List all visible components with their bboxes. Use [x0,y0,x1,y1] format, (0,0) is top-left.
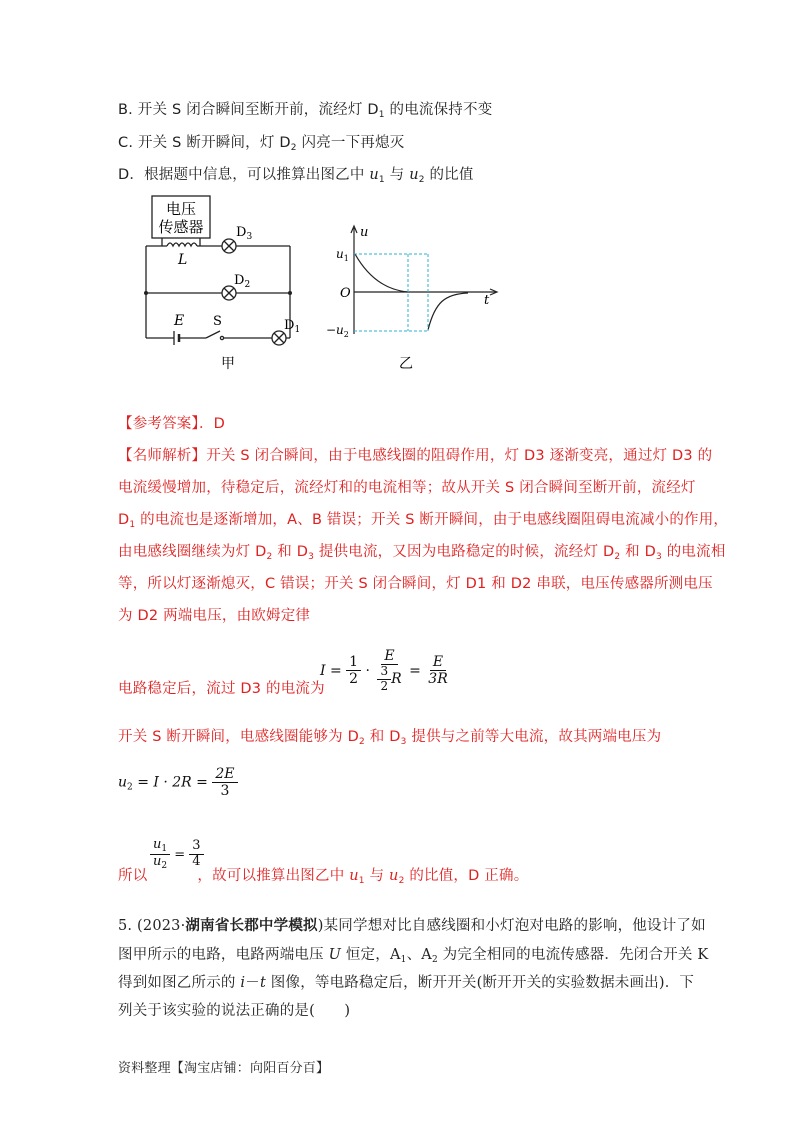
analysis-line-3: $D_1$ 的电流也是逐渐增加，A、B 错误；开关 S 断开瞬间，由于电感线圈阻碍电流减小的作用， [118,512,729,530]
analysis-line-9: 所以 ，故可以推算出图乙中 $u_1$ 与 $u_2$ 的比值，D 正确。 [118,868,529,886]
sensor-label-2: 传感器 [158,218,204,236]
u1-label: $u_1$ [336,247,349,263]
analysis-line-4: 由电感线圈继续为灯 $D_2$ 和 $D_3$ 提供电流，又因为电路稳定的时候，流经灯 $D_2$ 和 $D_3$ 的电流相 [118,544,726,562]
option-d: D．根据题中信息，可以推算出图乙中 $u_1$ 与 $u_2$ 的比值 [118,167,474,185]
circuit-diagram-jia [140,192,315,372]
origin-label: O [340,286,351,301]
equation-voltage: $u_2 = I \cdot 2R$ = $\frac{2E}{3}$ [118,766,238,799]
analysis-line-1: 【名师解析】开关 S 闭合瞬间，由于电感线圈的阻碍作用，灯 D3 逐渐变亮，通过灯 D3 的 [118,448,713,464]
axis-t-label: t [484,293,490,308]
caption-jia: 甲 [221,356,235,372]
analysis-line-7: 电路稳定后，流过 D3 的电流为 [118,681,325,697]
d1-label: $D_1$ [284,318,301,335]
question5-line-4: 列关于该实验的说法正确的是( ) [118,1003,351,1019]
graph-yi [320,222,510,374]
question5-line-3: 得到如图乙所示的 i－t 图像，等电路稳定后，断开开关(断开开关的实验数据未画出)．下 [118,975,695,991]
footer: 资料整理【淘宝店铺：向阳百分百】 [118,1061,330,1076]
option-c: C. 开关 S 断开瞬间，灯 $D_2$ 闪亮一下再熄灭 [118,135,405,153]
inductor-label: L [178,252,188,268]
reference-answer: 【参考答案】．D [118,416,226,432]
d3-label: $D_3$ [236,225,253,242]
question5-line-2: 图甲所示的电路，电路两端电压 U 恒定，$A_1$、$A_2$ 为完全相同的电流传感器．先闭合开关 K [118,947,709,965]
analysis-line-6: 为 D2 两端电压，由欧姆定律 [118,608,311,624]
equation-ratio: $\frac{u_1}{u_2}$ = $\frac{3}{4}$ [150,838,204,872]
option-b: B. 开关 S 闭合瞬间至断开前，流经灯 $D_1$ 的电流保持不变 [118,102,493,120]
d2-label: $D_2$ [234,273,251,290]
analysis-line-8: 开关 S 断开瞬间，电感线圈能够为 $D_2$ 和 $D_3$ 提供与之前等大电流，故其两端电压为 [118,729,662,747]
caption-yi: 乙 [399,356,413,372]
battery-label: E [174,313,185,329]
question5-line-1: 5. (2023·湖南省长郡中学模拟)某同学想对比自感线圈和小灯泡对电路的影响，他设计了如 [118,918,706,934]
analysis-line-5: 等，所以灯逐渐熄灭，C 错误；开关 S 闭合瞬间，灯 D1 和 D2 串联，电压传感器所测电压 [118,576,713,592]
neg-u2-label: $-u_2$ [326,323,349,339]
sensor-label-1: 电压 [165,200,197,218]
analysis-line-2: 电流缓慢增加，待稳定后，流经灯和的电流相等；故从开关 S 闭合瞬间至断开前，流经灯 [118,480,696,496]
equation-current: I = $\frac{1}{2}$ · E $\frac{3}{2}$ R = $\frac{E}{3R}$ [320,648,448,693]
switch-label: S [213,314,222,329]
axis-u-label: u [360,225,369,240]
